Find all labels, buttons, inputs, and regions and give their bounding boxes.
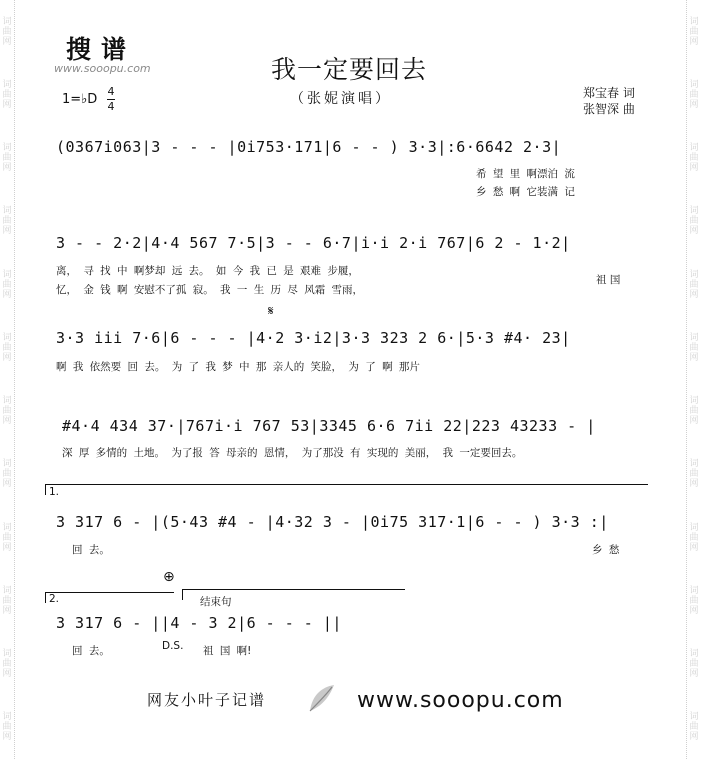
watermark-char: 曲 xyxy=(689,26,699,37)
score-row-2-lyrics-tail: 祖 国 xyxy=(596,274,621,286)
song-title: 我一定要回去 xyxy=(271,55,428,84)
watermark-char: 网 xyxy=(2,163,12,174)
watermark-char: 曲 xyxy=(689,279,699,290)
volta-1-label: 1. xyxy=(49,486,60,498)
dal-segno-mark: D.S. xyxy=(162,640,184,652)
watermark-group xyxy=(2,206,11,236)
transcriber-credit: 网友小叶子记谱 xyxy=(147,691,267,709)
score-row-2-lyrics-2: 忆， 金 钱 啊 安慰不了孤 寂。 我 一 生 历 尽 风霜 雪雨， xyxy=(56,284,364,296)
watermark-char: 曲 xyxy=(689,406,699,417)
watermark-group xyxy=(2,80,11,110)
watermark-char: 曲 xyxy=(689,153,699,164)
watermark-char: 网 xyxy=(689,732,699,743)
watermark-group xyxy=(689,333,698,363)
watermark-char: 词 xyxy=(689,712,699,723)
score-row-1-lyrics-2: 乡 愁 啊 它装满 记 xyxy=(476,186,575,198)
watermark-char: 曲 xyxy=(689,722,699,733)
watermark-char: 网 xyxy=(2,479,12,490)
watermark-char: 词 xyxy=(689,269,699,280)
watermark-char: 词 xyxy=(689,79,699,90)
score-row-3-notes: 3·3 iii 7·6|6 - - - |4·2 3·i2|3·3 323 2 6·|5·3 #4· 23| xyxy=(56,329,571,347)
watermark-group xyxy=(689,206,698,236)
watermark-char: 曲 xyxy=(2,469,12,480)
score-row-5-notes: 3 317 6 - |(5·43 #4 - |4·32 3 - |0i75 317·1|6 - - ) 3·3 :| xyxy=(56,513,609,531)
watermark-group xyxy=(689,396,698,426)
score-row-1-notes: (0367i063|3 - - - |0i753·171|6 - - ) 3·3|:6·6642 2·3| xyxy=(56,138,562,156)
watermark-group xyxy=(689,586,698,616)
watermark-group xyxy=(689,270,698,300)
volta-1-bracket xyxy=(45,484,648,495)
watermark-group xyxy=(689,523,698,553)
watermark-char: 词 xyxy=(2,396,12,407)
watermark-char: 词 xyxy=(2,332,12,343)
watermark-char: 词 xyxy=(689,16,699,27)
score-row-6-lyrics-2: 祖 国 啊! xyxy=(203,645,252,657)
score-row-3-lyrics-1: 啊 我 依然要 回 去。 为 了 我 梦 中 那 亲人的 笑脸， 为 了 啊 那片 xyxy=(56,361,420,373)
watermark-group xyxy=(2,712,11,742)
watermark-char: 网 xyxy=(689,479,699,490)
lyricist-credit: 郑宝春 词 xyxy=(583,86,635,100)
watermark-char: 曲 xyxy=(2,342,12,353)
watermark-char: 曲 xyxy=(2,279,12,290)
watermark-group xyxy=(2,17,11,47)
watermark-char: 曲 xyxy=(2,89,12,100)
watermark-char: 词 xyxy=(689,206,699,217)
watermark-group xyxy=(2,459,11,489)
watermark-group xyxy=(2,270,11,300)
watermark-char: 网 xyxy=(2,605,12,616)
score-row-4-notes: #4·4 434 37·|767i·i 767 53|3345 6·6 7ii 22|223 43233 - | xyxy=(62,417,596,435)
meter-top: 4 xyxy=(107,85,115,98)
watermark-char: 曲 xyxy=(2,216,12,227)
score-row-1-lyrics-1: 希 望 里 啊漂泊 流 xyxy=(476,168,575,180)
watermark-char: 曲 xyxy=(689,532,699,543)
watermark-char: 网 xyxy=(2,36,12,47)
watermark-char: 词 xyxy=(689,143,699,154)
site-logo: 搜谱 xyxy=(66,35,137,64)
watermark-char: 词 xyxy=(2,522,12,533)
watermark-char: 网 xyxy=(2,542,12,553)
watermark-char: 曲 xyxy=(2,722,12,733)
watermark-char: 网 xyxy=(2,289,12,300)
watermark-char: 曲 xyxy=(2,532,12,543)
score-row-5-lyrics-2: 乡 愁 xyxy=(592,544,620,556)
leaf-logo-icon xyxy=(304,681,338,715)
watermark-char: 曲 xyxy=(2,26,12,37)
composer-credit: 张智深 曲 xyxy=(583,102,635,116)
watermark-char: 曲 xyxy=(2,153,12,164)
watermark-char: 曲 xyxy=(2,595,12,606)
watermark-char: 词 xyxy=(2,649,12,660)
watermark-group xyxy=(689,712,698,742)
watermark-char: 词 xyxy=(2,269,12,280)
singer-credit: （张妮演唱） xyxy=(290,91,392,107)
score-row-5-lyrics-1: 回 去。 xyxy=(72,544,110,556)
watermark-char: 曲 xyxy=(689,469,699,480)
score-row-4-lyrics-1: 深 厚 多情的 土地。 为了报 答 母亲的 恩情， 为了那没 有 实现的 美丽， 我 一定要回去。 xyxy=(62,447,523,459)
watermark-char: 网 xyxy=(2,226,12,237)
watermark-char: 网 xyxy=(689,226,699,237)
score-row-6-lyrics-1: 回 去。 xyxy=(72,645,110,657)
score-row-6-notes: 3 317 6 - ||4 - 3 2|6 - - - || xyxy=(56,614,342,632)
watermark-group xyxy=(2,396,11,426)
watermark-char: 网 xyxy=(689,542,699,553)
segno-sign: 𝄋 xyxy=(268,304,274,319)
watermark-char: 词 xyxy=(2,585,12,596)
watermark-char: 网 xyxy=(689,669,699,680)
watermark-char: 曲 xyxy=(689,89,699,100)
site-url[interactable]: www.sooopu.com xyxy=(357,688,564,713)
watermark-group xyxy=(689,17,698,47)
meter-bottom: 4 xyxy=(107,100,115,113)
watermark-char: 网 xyxy=(689,99,699,110)
watermark-char: 网 xyxy=(2,99,12,110)
watermark-char: 曲 xyxy=(689,342,699,353)
watermark-char: 网 xyxy=(2,352,12,363)
watermark-group xyxy=(689,459,698,489)
watermark-char: 网 xyxy=(689,289,699,300)
watermark-char: 网 xyxy=(689,163,699,174)
time-signature xyxy=(107,86,115,113)
watermark-group xyxy=(689,80,698,110)
volta-2-bracket xyxy=(45,592,174,603)
site-logo-url: www.sooopu.com xyxy=(54,62,151,75)
watermark-char: 词 xyxy=(2,459,12,470)
watermark-char: 词 xyxy=(2,16,12,27)
coda-sign: ⊕ xyxy=(163,569,175,585)
watermark-char: 网 xyxy=(2,732,12,743)
watermark-char: 曲 xyxy=(2,659,12,670)
watermark-char: 词 xyxy=(2,206,12,217)
watermark-char: 词 xyxy=(689,396,699,407)
watermark-strip-right xyxy=(686,0,701,759)
ending-label: 结束句 xyxy=(200,596,232,608)
watermark-group xyxy=(2,333,11,363)
watermark-char: 网 xyxy=(689,36,699,47)
watermark-char: 词 xyxy=(689,522,699,533)
watermark-char: 词 xyxy=(689,649,699,660)
watermark-char: 网 xyxy=(689,352,699,363)
watermark-char: 曲 xyxy=(689,595,699,606)
watermark-group xyxy=(2,523,11,553)
watermark-char: 词 xyxy=(689,459,699,470)
watermark-char: 网 xyxy=(689,416,699,427)
watermark-char: 词 xyxy=(2,79,12,90)
watermark-char: 词 xyxy=(2,712,12,723)
watermark-strip-left xyxy=(0,0,15,759)
watermark-char: 网 xyxy=(2,669,12,680)
watermark-group xyxy=(689,143,698,173)
watermark-group xyxy=(2,586,11,616)
watermark-char: 曲 xyxy=(2,406,12,417)
watermark-char: 词 xyxy=(2,143,12,154)
watermark-char: 曲 xyxy=(689,216,699,227)
score-row-2-notes: 3 - - 2·2|4·4 567 7·5|3 - - 6·7|i·i 2·i 767|6 2 - 1·2| xyxy=(56,234,571,252)
watermark-char: 词 xyxy=(689,585,699,596)
watermark-char: 网 xyxy=(689,605,699,616)
watermark-char: 曲 xyxy=(689,659,699,670)
watermark-group xyxy=(689,649,698,679)
watermark-char: 词 xyxy=(689,332,699,343)
score-row-2-lyrics-1: 离， 寻 找 中 啊梦却 远 去。 如 今 我 已 是 艰难 步履， xyxy=(56,265,359,277)
key-signature: 1=♭D xyxy=(62,92,98,107)
watermark-char: 网 xyxy=(2,416,12,427)
volta-2-label: 2. xyxy=(49,593,60,605)
watermark-group xyxy=(2,649,11,679)
watermark-group xyxy=(2,143,11,173)
